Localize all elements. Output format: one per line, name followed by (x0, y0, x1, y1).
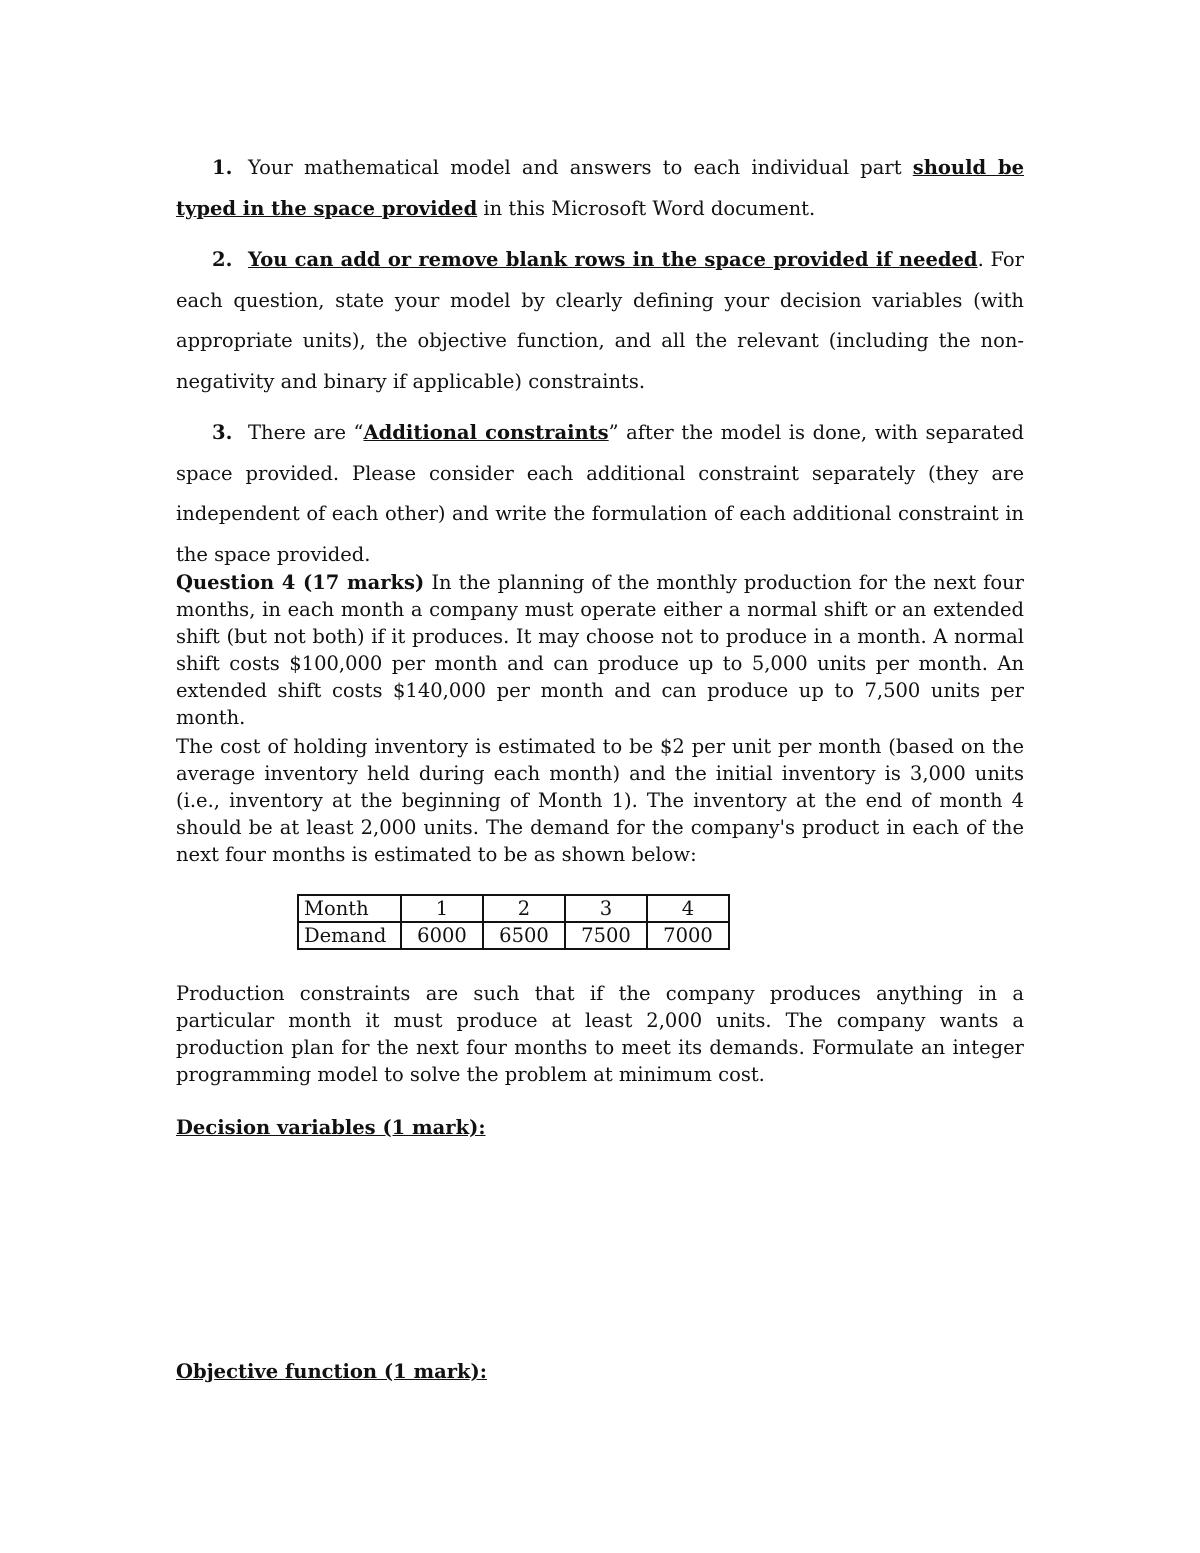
demand-cell: 7000 (647, 922, 729, 949)
month-cell: 3 (565, 895, 647, 922)
instruction-number: 2. (212, 248, 233, 271)
constraints-paragraph: Production constraints are such that if the company produces anything in a particular month it must produce at least 2,000 units. The company wants a production plan for the next four months to meet its demands. Formulate an integer programming model to solve the problem at minimum cost. (176, 982, 1024, 1086)
instruction-2 (176, 240, 1024, 402)
table-row-label: Month (298, 895, 401, 922)
instruction-text: in this Microsoft Word document. (477, 196, 816, 220)
objective-function-heading: Objective function (1 mark): (176, 1360, 487, 1383)
demand-cell: 6000 (401, 922, 483, 949)
table-row-label: Demand (298, 922, 401, 949)
question-paragraph (176, 569, 1024, 731)
decision-variables-heading: Decision variables (1 mark): (176, 1116, 486, 1139)
month-cell: 1 (401, 895, 483, 922)
instruction-text: ” after the model is done, with separated space provided. Please consider each additional constraint separately (they are independent of each other) and write the formulation of each additional constraint in the space provided. (176, 421, 1025, 566)
table-row (298, 895, 729, 922)
instruction-emphasis: You can add or remove blank rows in the space provided if needed (248, 248, 978, 271)
question-intro: In the planning of the monthly production for the next four months, in each month a company must operate either a normal shift or an extended shift (but not both) if it produces. It may choose not to produce in a month. A normal shift costs $100,000 per month and can produce up to 5,000 units per month. An extended shift costs $140,000 per month and can produce up to 7,500 units per month. (176, 571, 1024, 729)
instruction-emphasis: Additional constraints (363, 421, 609, 444)
instruction-text: . For each question, state your model by clearly defining your decision variables (with appropriate units), the objective function, and all the relevant (including the non-negativity and binary if applicable) constraints. (176, 248, 1024, 393)
month-cell: 2 (483, 895, 565, 922)
demand-cell: 7500 (565, 922, 647, 949)
demand-cell: 6500 (483, 922, 565, 949)
instruction-number: 1. (212, 156, 233, 179)
question-label: Question 4 (17 marks) (176, 571, 425, 594)
instruction-text: There are “ (248, 421, 364, 444)
instruction-emphasis: should be typed in the space provided (176, 156, 1024, 220)
month-cell: 4 (647, 895, 729, 922)
instruction-text: Your mathematical model and answers to each individual part (248, 156, 913, 179)
demand-table (297, 894, 730, 950)
instruction-number: 3. (212, 421, 233, 444)
table-row (298, 922, 729, 949)
instruction-1 (176, 148, 1024, 229)
instruction-3 (176, 413, 1024, 575)
inventory-paragraph: The cost of holding inventory is estimated to be $2 per unit per month (based on the average inventory held during each month) and the initial inventory is 3,000 units (i.e., inventory at the beginning of Month 1). The inventory at the end of month 4 should be at least 2,000 units. The demand for the company's product in each of the next four months is estimated to be as shown below: (176, 735, 1024, 866)
